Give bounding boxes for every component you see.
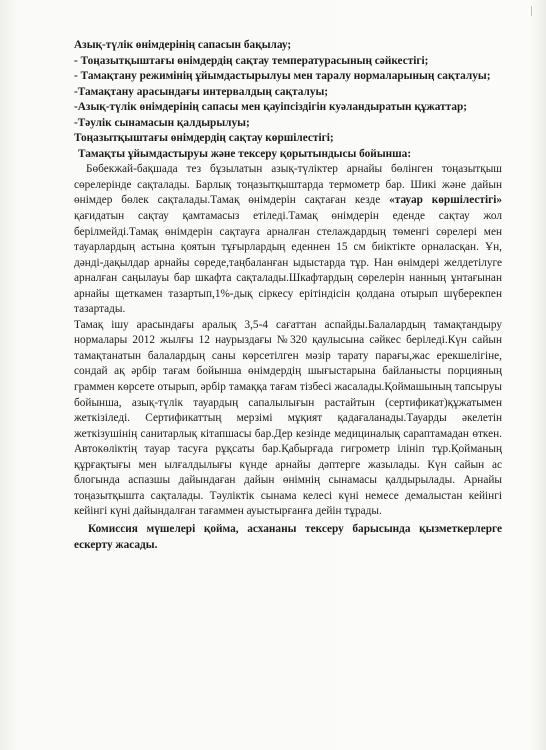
final-note: Комиссия мүшелері қойма, асхананы тексеру барысында қызметкерлерге ескерту жасады. xyxy=(74,522,502,551)
line-meal-interval: -Тамақтану арасындағы интервалдың сақталуы; xyxy=(74,85,329,98)
line-storage-neighborhood: Тоңазытқыштағы өнімдердің сақтау көршілестігі; xyxy=(74,132,334,145)
scan-corner-mark xyxy=(525,6,532,16)
paragraph-storage-emphasis: «тауар көршілестігі» xyxy=(389,194,502,207)
paragraph-meals: Тамақ ішу арасындағы аралық 3,5-4 сағаттан аспайды.Балалардың тамақтандыру нормалары 2012 жылғы 12 наурыздағы №320 қаулысына сәйкес беріледі.Күн сайын тамақтанатын балалардың саны көрсетілген мәзір тарату парағы,жас ерекшелігіне, сондай ақ әрбір тағам бойынша өнімдердің шығыстарына байланысты порцияның граммен көрсете отырып, әрбір тамаққа тағам тізбесі жасалады.Қоймашының тапсыруы бойынша, азық-түлік тауардың сапалылығын растайтын (сертификат)құжатымен жеткізіледі. Сертификаттың мерзімі мұқият қадағаланады.Тауарды әкелетін жеткізушінің санитарлық кітапшасы бар.Дер кезінде медициналық сараптамадан өткен. Автокөліктің тауар тасуға рұқсаты бар.Қабырғада гигрометр ілініп тұр.Қойманың құрғақтығы мен ылғалдылығы күнде арнайы дәптерге жазылады. Күн сайын ас блогында аспазшы дайындаған дайын өнімнің сынамасы қалдырылады. Арнайы тоңазытқышта сақталады. Тәуліктік сынама келесі күні немесе демалыстан кейінгі кейінгі күні дайындалған тағаммен ауыстырғанға дейін тұрады. xyxy=(74,318,502,518)
line-daily-sample: -Тәулік сынамасын қалдырылуы; xyxy=(74,116,250,129)
line-fridge-temperature: - Тоңазытқыштағы өнімдердің сақтау температурасының сәйкестігі; xyxy=(74,54,429,67)
line-quality-control: Азық-түлік өнімдерінің сапасын бақылау; xyxy=(74,39,292,51)
document-body xyxy=(74,38,502,553)
line-meal-regime: - Тамақтану режимінің ұйымдастырылуы мен таралу нормаларының сақталуы; xyxy=(74,70,491,83)
paragraph-storage-text-b: қағидатын сақтау қамтамасыз етіледі.Тамақ өнімдерін еденде сақтау жол берілмейді.Тамақ өнімдерін сақтауға арналған стелаждардың төменгі сөрелері мен тауарлардың астына қоятын тұғырлардың еденнен 15 см биіктікте орналасқан. Ұн, дәнді-дақылдар арнайы сөреде,таңбаланған ыдыстарда тұр. Нан өнімдері желдетілуге арналған саңылауы бар шкафта сақталады.Шкафтардың сөрелерін нанның ұнтағынан арнайы щеткамен тазартып,1%-дық сіркесу ерітіндісін қолдана отырып шүберекпен тазартады. xyxy=(74,210,502,316)
line-quality-documents: -Азық-түлік өнімдерінің сапасы мен қауіпсіздігін куәландыратын құжаттар; xyxy=(74,101,468,114)
paragraph-storage-text-a: Бөбекжай-бақшада тез бұзылатын азық-түліктер арнайы бөлінген тоңазытқыш сөрелерінде сақталады. Барлық тоңазытқыштарда термометр бар. Шикі және дайын өнімдер бөлек сақталады.Тамақ өнімдерін сақтаған кезде xyxy=(74,163,502,207)
section-heading: Тамақты ұйымдастыруы және тексеру қорытындысы бойынша: xyxy=(78,147,412,160)
paragraph-storage xyxy=(74,162,502,317)
